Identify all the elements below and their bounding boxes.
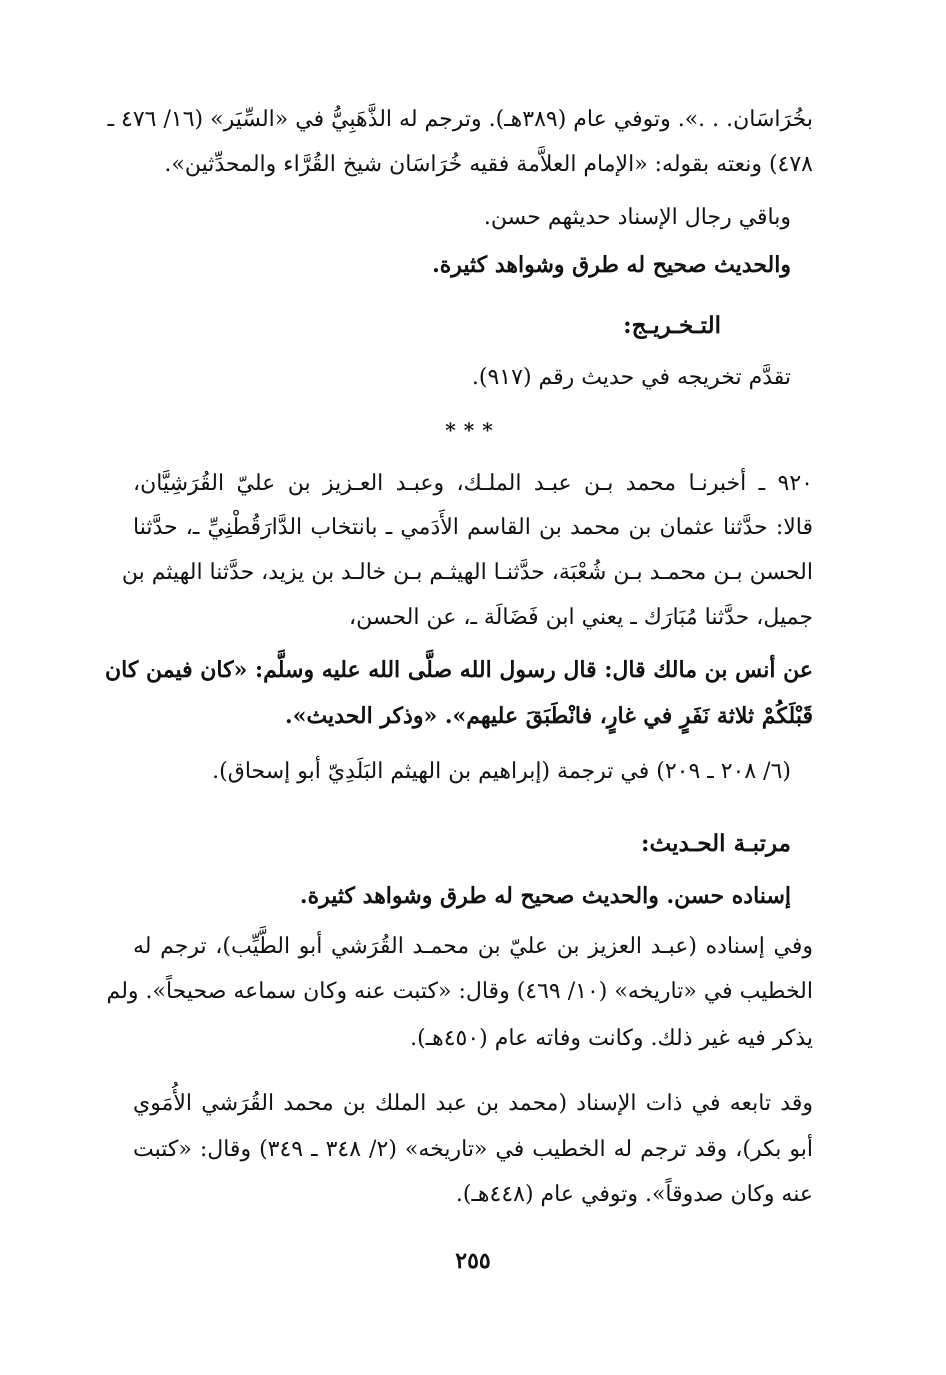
text-line: والحديث صحيح له طرق وشواهد كثيرة.: [432, 252, 791, 278]
page-number: ٢٥٥: [455, 1248, 491, 1274]
hadith-line: الحسن بـن محمـد بـن شُعْبَة، حدَّثنـا الهيثـم بـن خالـد بن يزيد، حدَّثنا الهيثم بن: [121, 560, 813, 585]
hadith-line: عن أنس بن مالك قال: قال رسول الله صلَّى الله عليه وسلَّم: «كان فيمن كان: [105, 657, 813, 683]
text-line: الخطيب في «تاريخه» (١٠/ ٤٦٩) وقال: «كتبت عنه وكان سماعه صحيحاً». ولم: [106, 979, 813, 1004]
text-line: يذكر فيه غير ذلك. وكانت وفاته عام (٤٥٠هـ).: [410, 1026, 813, 1051]
separator-stars: ***: [445, 418, 501, 442]
text-line: وباقي رجال الإسناد حديثهم حسن.: [483, 205, 791, 230]
text-line: وقد تابعه في ذات الإسناد (محمد بن عبد الملك بن محمد القُرَشي الأُمَوي: [133, 1091, 813, 1116]
hadith-line: جميل، حدَّثنا مُبَارَك ـ يعني ابن فَضَالَة ـ، عن الحسن،: [349, 605, 813, 630]
text-line: عنه وكان صدوقاً». وتوفي عام (٤٤٨هـ).: [455, 1182, 813, 1207]
text-line: تقدَّم تخريجه في حديث رقم (٩١٧).: [471, 365, 791, 390]
source-reference: (٦/ ٢٠٨ ـ ٢٠٩) في ترجمة (إبراهيم بن الهيثم البَلَدِيّ أبو إسحاق).: [212, 759, 791, 784]
text-line: ٤٧٨) ونعته بقوله: «الإمام العلاَّمة فقيه خُرَاسَان شيخ القُرَّاء والمحدِّثين».: [164, 152, 813, 177]
hadith-line: قَبْلَكُمْ ثلاثة نَفَرٍ في غارٍ، فانْطَبَقَ عليهم». «وذكر الحديث».: [285, 703, 813, 729]
text-line: إسناده حسن. والحديث صحيح له طرق وشواهد كثيرة.: [299, 883, 791, 909]
section-heading: التـخـريـج:: [623, 312, 721, 339]
text-line: بخُرَاسَان. . .». وتوفي عام (٣٨٩هـ). وترجم له الذَّهَبِيُّ في «السِّيَر» (١٦/ ٤٧٦ ـ: [107, 107, 813, 132]
hadith-line: ٩٢٠ ـ أخبرنـا محمد بـن عبـد الملـك، وعبـد العـزيز بن عليّ القُرَشِيَّان،: [133, 471, 813, 496]
hadith-line: قالا: حدَّثنا عثمان بن محمد بن القاسم الأَدَمي ـ بانتخاب الدَّارَقُطْنِيِّ ـ، حدَّثنا: [133, 515, 813, 540]
section-heading: مرتبـة الحـديث:: [641, 830, 791, 857]
text-line: وفي إسناده (عبـد العزيز بن عليّ بن محمـد القُرَشي أبو الطَّيِّب)، ترجم له: [133, 934, 813, 959]
text-line: أبو بكر)، وقد ترجم له الخطيب في «تاريخه» (٢/ ٣٤٨ ـ ٣٤٩) وقال: «كتبت: [133, 1137, 814, 1162]
